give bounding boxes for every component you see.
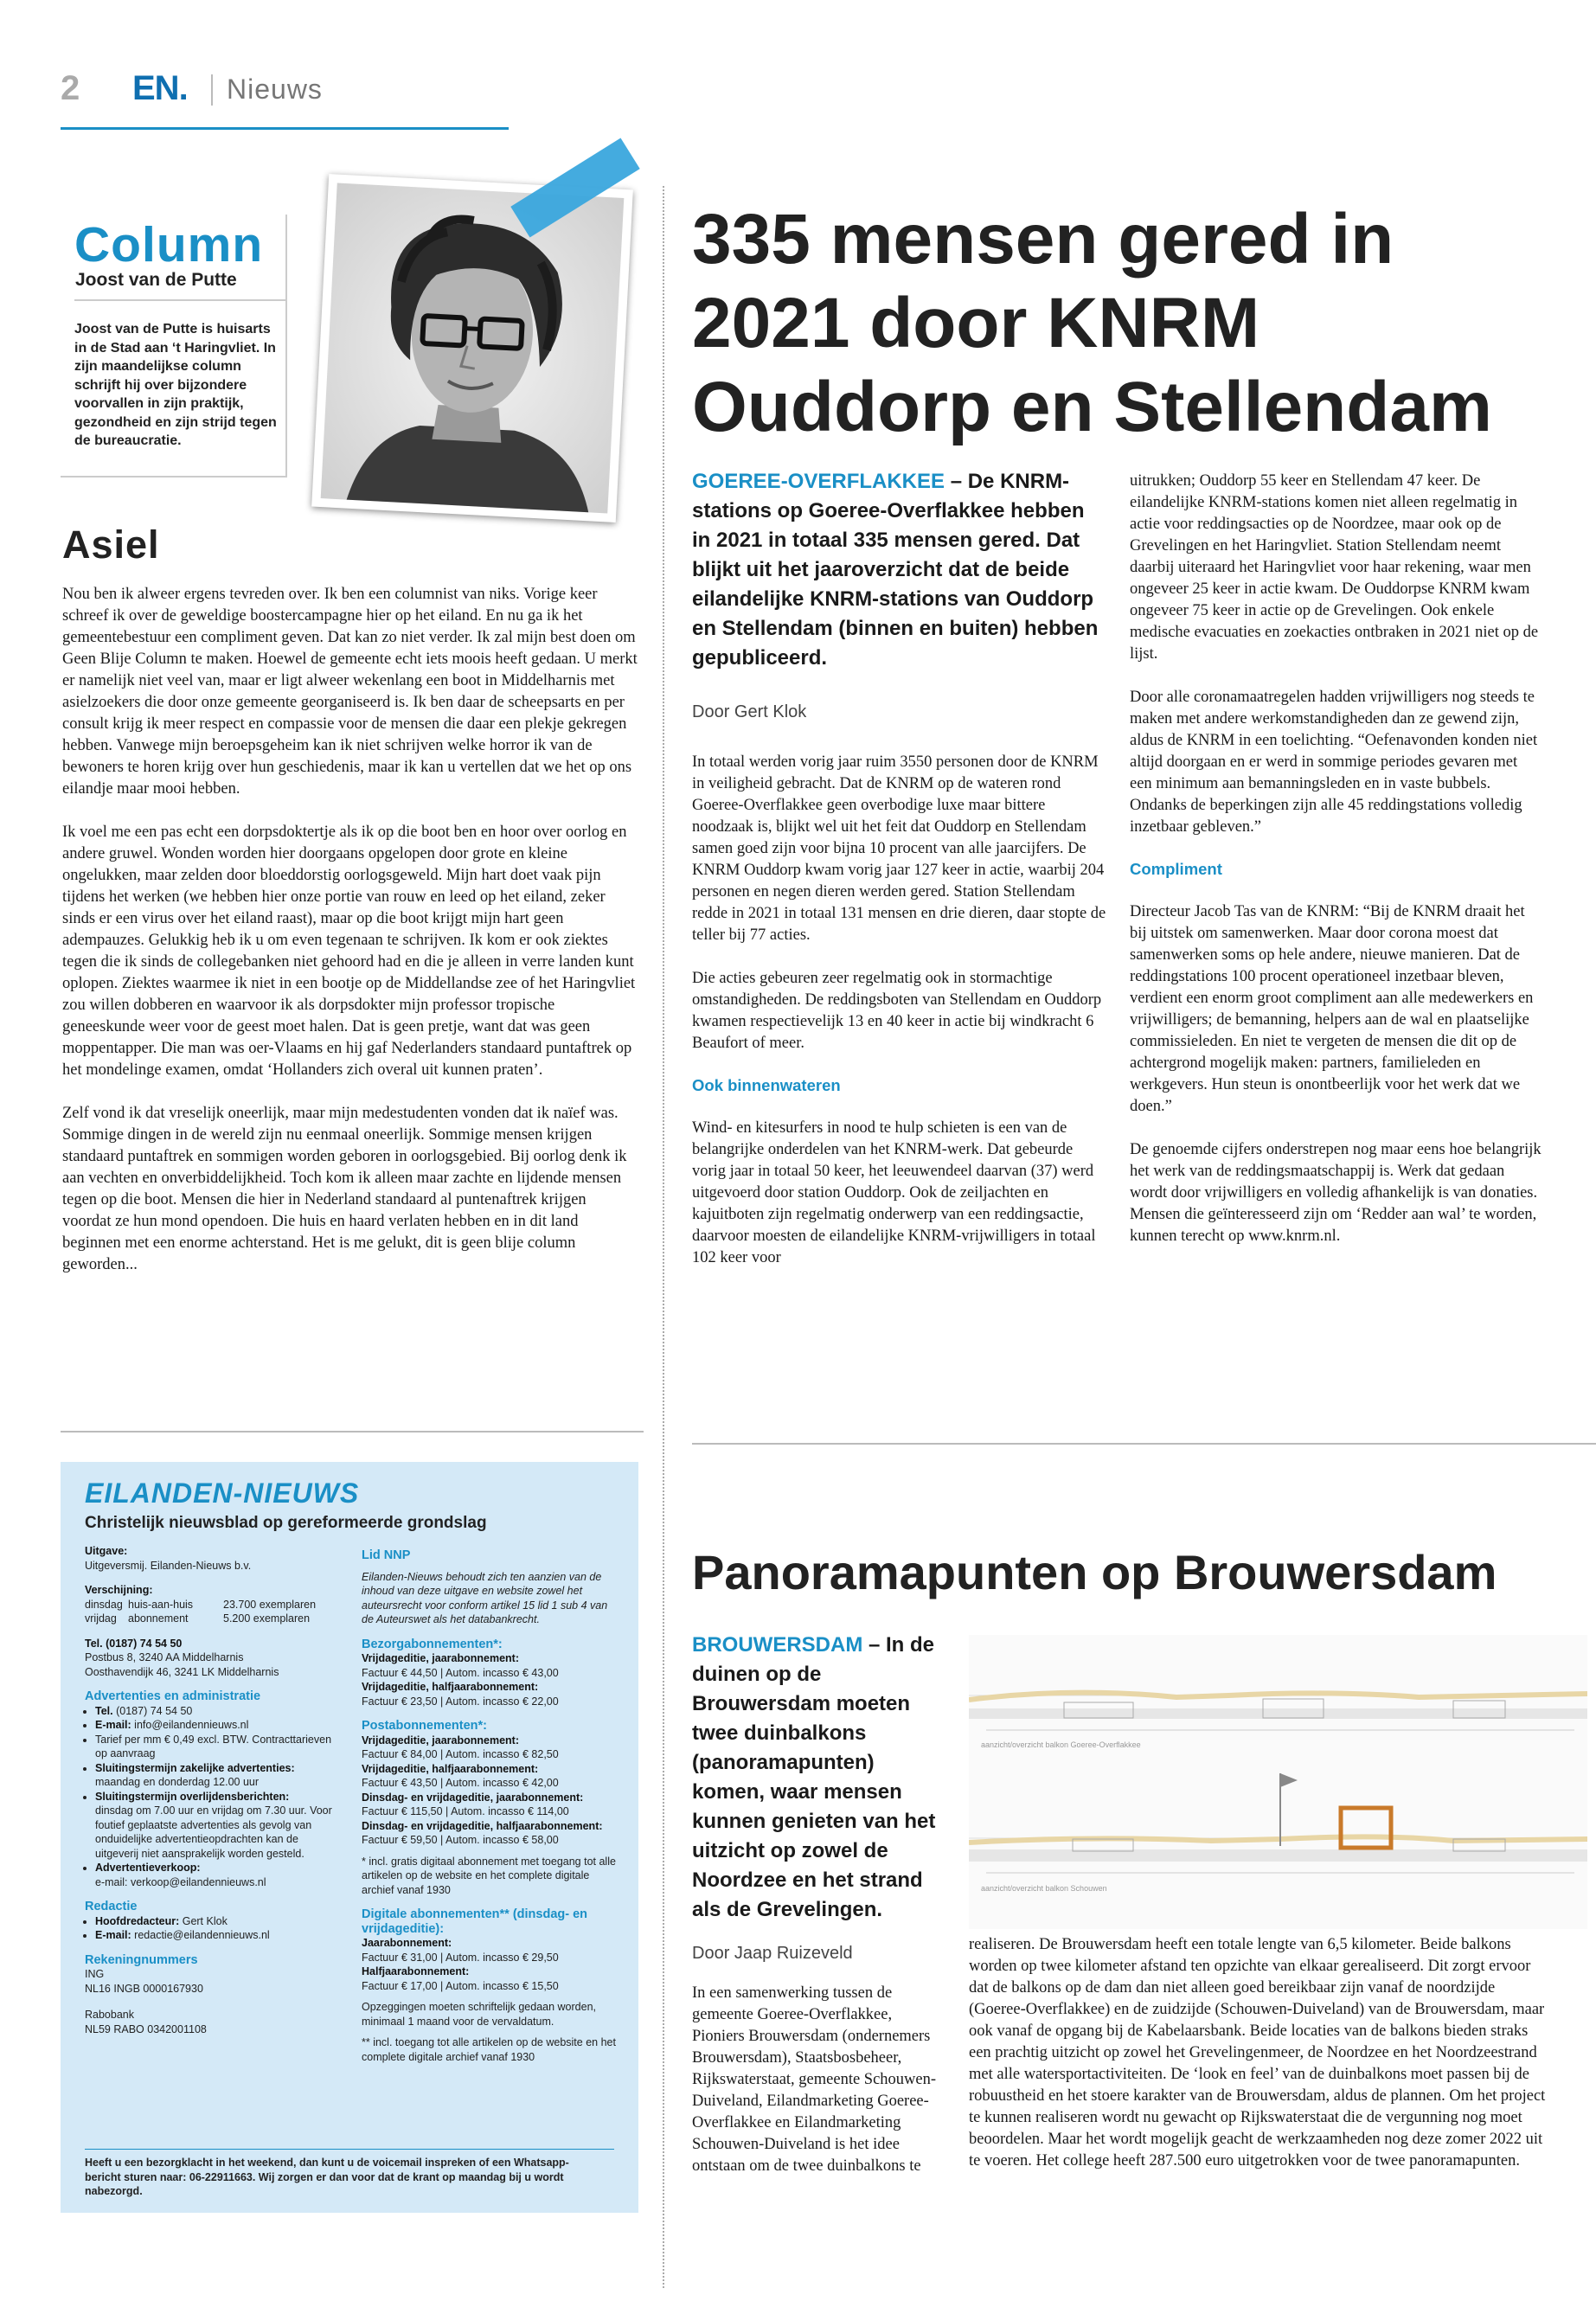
article1-paragraph: Wind- en kitesurfers in nood te hulp schieten is een van de belangrijke onderdelen van het KNRM-werk. Dat gebeurde vorig jaar in totaal 50 keer, het leeuwendeel daarvan (37) werd uitgevoerd door station Ouddorp. Ook de zeiljachten en kajuitboten zijn regelmatig onderwerp van een reddingsactie, daarvoor moesten de eilandelijke KNRM-vrijwilligers in totaal 102 keer voor — [692, 1119, 1096, 1266]
colophon-footer-rule — [85, 2149, 614, 2150]
drawing-label: aanzicht/overzicht balkon Schouwen — [981, 1884, 1107, 1893]
column-body — [62, 584, 638, 1298]
column-paragraph: Zelf vond ik dat vreselijk oneerlijk, maar mijn medestudenten vonden dat ik naïef was. Sommige dingen in de wereld zijn nu eenmaal oneerlijk. Sommige mensen krijgen standaard puntaftrek en sommigen worden geboren in oorlogsgebied. Bij oorlog denk ik aan vechten en onverbiddelijkheid. Toch kom ik alleen maar zachte en lijdende mensen tegen op die boot. Mensen die hier in Nederland standaard al puntenaftrek krijgen voordat ze hun mond opendoen. Die huis en haard verlaten hebben en in dit land beginnen met een enorme achterstand. Het is me gelukt, dit is geen blije column geworden... — [62, 1105, 627, 1273]
article2-lead-block — [692, 1631, 945, 2199]
dig-price: Factuur € 31,00 | Autom. incasso € 29,50 — [362, 1951, 559, 1964]
article2-lead: – In de duinen op de Brouwersdam moeten twee duinbalkons (panoramapunten) komen, waar mensen kunnen genieten van het uitzicht op zowel de Noordzee en het strand als de Grevelingen. — [692, 1633, 936, 1921]
verschijning-day: dinsdag — [85, 1598, 123, 1611]
dig-label: Halfjaarabonnement: — [362, 1965, 470, 1977]
address: Oosthavendijk 46, 3241 LK Middelharnis — [85, 1665, 279, 1678]
article1-headline: 335 mensen gered in 2021 door KNRM Ouddorp en Stellendam — [692, 200, 1492, 446]
colophon-logo: EILANDEN-NIEUWS — [85, 1477, 360, 1509]
article2-paragraph: In een samenwerking tussen de gemeente Goeree-Overflakkee, Pioniers Brouwersdam (ondernemers Brouwersdam), Staatsbosbeheer, Rijkswaterstaat, gemeente Schouwen-Duiveland, Eilandmarketing Goeree-Overflakkee en Eilandmarketing Schouwen-Duiveland is het idee ontstaan om de twee duinbalkons te — [692, 1984, 937, 2175]
bezorg-label: Vrijdageditie, halfjaarabonnement: — [362, 1681, 539, 1693]
bezorg-price: Factuur € 23,50 | Autom. incasso € 22,00 — [362, 1695, 559, 1708]
adv-item: • Sluitingstermijn overlijdensberichten: dinsdag om 7.00 uur en vrijdag om 7.30 uur. Voor foutief geplaatste advertenties als gevolg van onduidelijke advertentieopdrachten kan de uitgeverij niet aansprakelijk worden gesteld. — [95, 1790, 344, 1862]
lid-text: Eilanden-Nieuws behoudt zich ten aanzien van de inhoud van deze uitgave en website zowel het auteursrecht voor conform artikel 15 lid 1 sub 4 van de Auteurswet als het databankrecht. — [362, 1570, 608, 1625]
adv-item: • Tel. (0187) 74 54 50 — [95, 1704, 344, 1719]
article1-dateline: GOEREE-OVERFLAKKEE — [692, 470, 945, 493]
post-price: Factuur € 84,00 | Autom. incasso € 82,50 — [362, 1748, 559, 1760]
verschijning-label: Verschijning: — [85, 1584, 153, 1596]
article2-column2 — [969, 1934, 1548, 2194]
header-divider — [211, 74, 213, 106]
bezorg-price: Factuur € 44,50 | Autom. incasso € 43,00 — [362, 1666, 559, 1679]
column-paragraph: Ik voel me een pas echt een dorpsdoktertje als ik op die boot ben en hoor over oorlog en andere gruwel. Wonden worden hier doorgaans opgelopen door grote en kleine ongelukken, maar zelden door bloeddorstig oorlogsgeweld. Mijn hart doet vaak pijn tijdens het werken (we hebben hier onze portie van rouw en leed op het eiland, zeker sinds er een virus over het eiland raast), maar op die boot krijgt mijn hart geen adempauzes. Gelukkig heb ik u om even tegenaan te schrijven. Ik kom er ook ziektes tegen die ik sinds de collegebanken niet gehoord had en die je alleen in verre landen kunt oplopen. Ziektes waarmee ik niet in een bootje op de Middellandse zee of het Haringvliet zou willen dobberen en waarvoor ik als dorpsdokter mijn professor tropische geneeskunde weer voor de geest moet halen. Dat is geen pretje, want dat was geen moppentapper. Die man was oer-Vlaams en hij gaf Nederlanders standaard puntaftrek op het mondelinge examen, omdat ‘Hollanders zich overal uit kunnen praten’. — [62, 824, 636, 1079]
colophon-right — [362, 1548, 621, 2074]
lid-title: Lid NNP — [362, 1548, 411, 1562]
post-price: Factuur € 59,50 | Autom. incasso € 58,00 — [362, 1834, 559, 1846]
post-label: Dinsdag- en vrijdageditie, jaarabonnement: — [362, 1791, 584, 1804]
adv-item: • Advertentieverkoop: e-mail: verkoop@eilandennieuws.nl — [95, 1861, 344, 1889]
tel: (0187) 74 54 50 — [106, 1637, 183, 1650]
author-photo — [311, 174, 633, 522]
verschijning-type: huis-aan-huis — [128, 1598, 194, 1611]
bezorg-title: Bezorgabonnementen*: — [362, 1637, 503, 1651]
article2-headline: Panoramapunten op Brouwersdam — [692, 1545, 1497, 1599]
verschijning-day: vrijdag — [85, 1612, 117, 1625]
redactie-item: • Hoofdredacteur: Gert Klok — [95, 1914, 344, 1929]
article1-byline: Door Gert Klok — [692, 702, 807, 721]
tel-label: Tel. — [85, 1637, 103, 1650]
article1-paragraph: Door alle coronamaatregelen hadden vrijwilligers nog steeds te maken met andere werkomstandigheden dan ze gewend zijn, aldus de KNRM in een toelichting. “Oefenavonden konden niet altijd doorgaan en er werd in sommige periodes gevaren met een minimum aan bemanningsleden en in vaste bubbels. Ondanks de beperkingen zijn alle 45 reddingstations volledig inzetbaar gebleven.” — [1130, 689, 1538, 836]
rek-ing-bank: ING — [85, 1968, 105, 1980]
post-title: Postabonnementen*: — [362, 1719, 488, 1733]
colophon-left — [85, 1544, 344, 2047]
adv-item: • Sluitingstermijn zakelijke advertenties: maandag en donderdag 12.00 uur — [95, 1761, 344, 1790]
article1-paragraph: Directeur Jacob Tas van de KNRM: “Bij de KNRM draait het bij uitstek om samenwerken. Maar door corona moest dat samenwerken soms op hele andere, nieuwe manieren. Dat de reddingstations 100 procent operationeel inzetbaar bleven, verdient een enorm groot compliment aan alle medewerkers en vrijwilligers; de bemanning, helpers aan de wal en plaatselijke commissieleden. En niet te vergeten de mensen die dit op de achtergrond mogelijk maken: partners, familieleden en werkgevers. Hun steun is onontbeerlijk voor het werk dat we doen.” — [1130, 903, 1534, 1115]
uitgave-label: Uitgave: — [85, 1545, 128, 1557]
dig-title: Digitale abonnementen** (dinsdag- en vrijdageditie): — [362, 1907, 588, 1936]
article1-column2 — [1130, 471, 1543, 1269]
post-price: Factuur € 43,50 | Autom. incasso € 42,00 — [362, 1777, 559, 1789]
column-paragraph: Nou ben ik alweer ergens tevreden over. Ik ben een columnist van niks. Vorige keer schreef ik over de geweldige boostercampagne hier op het eiland. En nu ga ik het gemeentebestuur een compliment geven. Dat kan zo niet verder. Ik zal mijn best doen om Geen Blije Column te maken. Hoewel de gemeente echt iets moois heeft gedaan. U merkt er namelijk niet veel van, maar er ligt alweer wekenlang een boot in Middelharnis met asielzoekers die door onze gemeente georganiseerd is. Ik ben daar de scheepsarts en per consult krijg ik meer respect en compassie voor de mensen die daar een plekje gekregen hebben. Vanwege mijn beroepsgeheim kan ik niet schrijven welke horror ik van de bewoners te horen krijg over hun geschiedenis, maar ik kan u vertellen dat we het op ons eilandje maar mooi hebben. — [62, 586, 638, 798]
verschijning-count: 5.200 exemplaren — [223, 1612, 311, 1625]
section-title: Nieuws — [227, 74, 323, 105]
header-rule — [61, 127, 509, 130]
post-note: * incl. gratis digitaal abonnement met toegang tot alle artikelen op de website en het complete digitale archief vanaf 1930 — [362, 1855, 616, 1896]
adv-title: Advertenties en administratie — [85, 1689, 261, 1703]
post-label: Dinsdag- en vrijdageditie, halfjaarabonnement: — [362, 1819, 603, 1832]
post-label: Vrijdageditie, jaarabonnement: — [362, 1734, 519, 1747]
article1-bottom-rule — [692, 1443, 1596, 1445]
page-number: 2 — [61, 69, 80, 107]
author-portrait-icon — [311, 174, 633, 522]
column-title: Asiel — [62, 522, 160, 567]
dig-label: Jaarabonnement: — [362, 1937, 452, 1949]
article2-paragraph: realiseren. De Brouwersdam heeft een totale lengte van 6,5 kilometer. Beide balkons worden op twee kilometer afstand ten opzichte van elkaar gerealiseerd. Dit zorgt ervoor dat de balkons op de dam dan niet alleen goed bereikbaar zijn vanaf de noordzijde (Goeree-Overflakkee) en de zuidzijde (Schouwen-Duiveland) van de Brouwersdam, maar ook vanaf de opgang bij de Kabelaarsbank. Beide locaties van de balkons bieden straks een prachtig uitzicht op zowel het Grevelingenmeer, de Noordzee en het Noordzeestrand met alle watersportactiviteiten. De ‘look en feel’ van de duinbalkons moet passen bij de robuustheid en het stoere karakter van de Brouwersdam, aldus de plannen. Om het project te kunnen realiseren wordt nu gewacht op Rijkswaterstaat die de vergunning nog moet beoordelen. Maar het wordt mogelijk geacht de werkzaamheden nog deze zomer 2022 uit te voeren. Het college heeft 287.500 euro uitgetrokken voor de twee panoramapunten. — [969, 1936, 1546, 2170]
article2-dateline: BROUWERSDAM — [692, 1633, 863, 1657]
article1-paragraph: uitrukken; Ouddorp 55 keer en Stellendam 47 keer. De eilandelijke KNRM-stations komen niet alleen regelmatig in actie voor reddingsacties op de Noordzee, maar ook op de Grevelingen en het Haringvliet. Station Stellendam neemt daarbij uiteraard het Haringvliet voor haar rekening, waar men ongeveer 25 keer in actie kwam. De Ouddorpse KNRM kwam ongeveer 75 keer in actie op de Grevelingen. Ook enkele medische evacuaties en zoekacties ontbraken in 2021 niet op de lijst. — [1130, 472, 1539, 663]
colophon-footer: Heeft u een bezorgklacht in het weekend, dan kunt u de voicemail inspreken of een Whatsapp-bericht sturen naar: 06-22911663. Wij zorgen er dan voor dat de krant op maandag bij u wordt nabezorgd. — [85, 2157, 569, 2197]
redactie-item: • E-mail: redactie@eilandennieuws.nl — [95, 1928, 344, 1943]
rek-rabo-number: NL59 RABO 0342001108 — [85, 2022, 207, 2035]
column-author-rule — [74, 299, 287, 301]
rek-rabo-bank: Rabobank — [85, 2009, 134, 2021]
verschijning-count: 23.700 exemplaren — [223, 1598, 317, 1611]
column-divider — [663, 186, 664, 2288]
verschijning-type: abonnement — [128, 1612, 189, 1625]
redactie-title: Redactie — [85, 1900, 138, 1913]
article1-lead: – De KNRM-stations op Goeree-Overflakkee hebben in 2021 in totaal 335 mensen gered. Dat blijkt uit het jaaroverzicht dat de beide eilandelijke KNRM-stations van Ouddorp en Stellendam (binnen en buiten) hebben gepubliceerd. — [692, 470, 1099, 670]
column-bio: Joost van de Putte is huisarts in de Stad aan ‘t Haringvliet. In zijn maandelijkse column schrijft hij over bijzondere voorvallen in zijn praktijk, gezondheid en zijn strijd tegen de bureaucratie. — [74, 322, 277, 448]
post-label: Vrijdageditie, halfjaarabonnement: — [362, 1762, 539, 1775]
article1-subhead: Compliment — [1130, 860, 1222, 878]
article1-paragraph: De genoemde cijfers onderstrepen nog maar eens hoe belangrijk het werk van de reddingsmaatschappij is. Werk dat gedaan wordt door vrijwilligers en volledig afhankelijk is van donaties. Mensen die geïnteresseerd zijn om ‘Redder aan wal’ te worden, kunnen terecht op www.knrm.nl. — [1130, 1141, 1542, 1245]
address: Postbus 8, 3240 AA Middelharnis — [85, 1651, 244, 1663]
rek-title: Rekeningnummers — [85, 1952, 198, 1967]
dig-note: Opzeggingen moeten schriftelijk gedaan worden, minimaal 1 maand voor de vervaldatum. — [362, 2001, 597, 2028]
en-logo: EN. — [132, 69, 188, 107]
column-author: Joost van de Putte — [75, 270, 237, 290]
bezorg-label: Vrijdageditie, jaarabonnement: — [362, 1652, 519, 1664]
article1-lead-block — [692, 467, 1107, 1291]
adv-item: • E-mail: info@eilandennieuws.nl — [95, 1718, 344, 1733]
adv-item: • Tarief per mm € 0,49 excl. BTW. Contracttarieven op aanvraag — [95, 1733, 344, 1761]
dig-price: Factuur € 17,00 | Autom. incasso € 15,50 — [362, 1979, 559, 1992]
dig-note: ** incl. toegang tot alle artikelen op de website en het complete digitale archief vanaf 1930 — [362, 2036, 616, 2063]
article1-paragraph: Die acties gebeuren zeer regelmatig ook in stormachtige omstandigheden. De reddingsboten van Stellendam en Ouddorp kwamen respectievelijk 13 en 40 keer in actie bij windkracht 6 Beaufort of meer. — [692, 970, 1102, 1052]
uitgave: Uitgeversmij. Eilanden-Nieuws b.v. — [85, 1559, 252, 1572]
rek-ing-number: NL16 INGB 0000167930 — [85, 1982, 203, 1995]
colophon-tagline: Christelijk nieuwsblad op gereformeerde grondslag — [85, 1514, 487, 1532]
article2-byline: Door Jaap Ruizeveld — [692, 1944, 853, 1963]
article1-paragraph: In totaal werden vorig jaar ruim 3550 personen door de KNRM in veiligheid gebracht. Dat de KNRM op de wateren rond Goeree-Overflakkee geen overbodige luxe maar bittere noodzaak is, blijkt wel uit het feit dat Ouddorp en Stellendam samen goed zijn voor bijna 10 procent van alle jaarcijfers. De KNRM Ouddorp kwam vorig jaar 127 keer in actie, waarbij 204 personen en negen dieren werden gered. Station Stellendam redde in 2021 in totaal 131 mensen en drie dieren, daar stopte de teller bij 77 acties. — [692, 753, 1106, 944]
drawing-label: aanzicht/overzicht balkon Goeree-Overflakkee — [981, 1740, 1141, 1749]
balcony-drawing — [969, 1635, 1587, 1929]
article1-subhead: Ook binnenwateren — [692, 1076, 841, 1094]
column-kicker: Column — [74, 217, 264, 272]
post-price: Factuur € 115,50 | Autom. incasso € 114,00 — [362, 1805, 569, 1817]
column-bottom-rule — [61, 1431, 644, 1433]
